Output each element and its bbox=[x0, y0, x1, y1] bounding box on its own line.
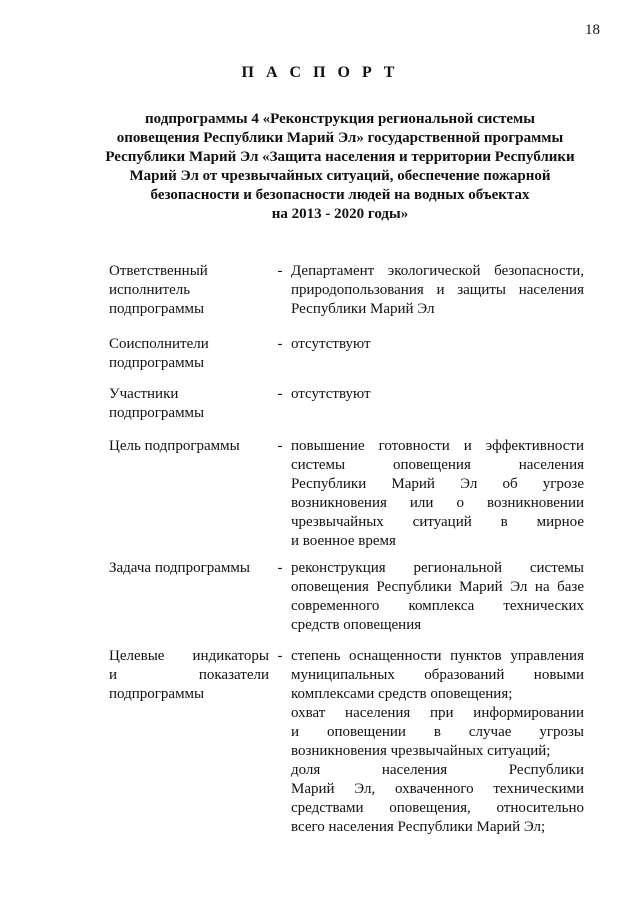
subtitle-line: подпрограммы 4 «Реконструкция региональной системы bbox=[145, 111, 535, 127]
passport-row-indicators bbox=[109, 647, 584, 837]
passport-row-responsible bbox=[109, 262, 584, 335]
value-line: оповещения Республики Марий Эл на базе bbox=[291, 579, 584, 595]
page-number: 18 bbox=[585, 22, 600, 38]
value-line: и оповещении в случае угрозы bbox=[291, 724, 584, 740]
value-line: муниципальных образований новыми bbox=[291, 667, 584, 683]
row-dash: - bbox=[277, 438, 283, 454]
value-line: средствами оповещения, относительно bbox=[291, 800, 584, 816]
value-line: доля населения Республики bbox=[291, 762, 584, 778]
value-line: повышение готовности и эффективности bbox=[291, 438, 584, 454]
label-line: и показатели bbox=[109, 667, 269, 683]
row-value bbox=[291, 559, 584, 647]
row-label bbox=[109, 437, 269, 559]
passport-row-task bbox=[109, 559, 584, 647]
row-value bbox=[291, 437, 584, 559]
value-line: Марий Эл, охваченного техническими bbox=[291, 781, 584, 797]
label-line: Соисполнители bbox=[109, 336, 209, 352]
value-line: системы оповещения населения bbox=[291, 457, 584, 473]
label-line: Цель подпрограммы bbox=[109, 438, 240, 454]
value-line: возникновения или о возникновении bbox=[291, 495, 584, 511]
value-line: комплексами средств оповещения; bbox=[291, 686, 513, 702]
passport-row-goal bbox=[109, 437, 584, 559]
label-line: Задача подпрограммы bbox=[109, 560, 250, 576]
subtitle-line: безопасности и безопасности людей на водных объектах bbox=[150, 187, 530, 203]
row-value bbox=[291, 647, 584, 837]
passport-row-coexecutors bbox=[109, 335, 584, 385]
value-line: Департамент экологической безопасности, bbox=[291, 263, 584, 279]
value-line: природопользования и защиты населения bbox=[291, 282, 584, 298]
row-dash: - bbox=[277, 560, 283, 576]
subtitle-line: Республики Марий Эл «Защита населения и территории Республики bbox=[105, 149, 575, 165]
row-label bbox=[109, 335, 269, 385]
subtitle-line: Марий Эл от чрезвычайных ситуаций, обеспечение пожарной bbox=[129, 168, 551, 184]
row-label bbox=[109, 262, 269, 335]
row-dash: - bbox=[277, 386, 283, 402]
value-line: всего населения Республики Марий Эл; bbox=[291, 819, 546, 835]
value-line: возникновения чрезвычайных ситуаций; bbox=[291, 743, 551, 759]
subtitle-line: на 2013 - 2020 годы» bbox=[271, 206, 409, 222]
document-subtitle bbox=[95, 110, 585, 224]
row-label bbox=[109, 559, 269, 647]
value-line: современного комплекса технических bbox=[291, 598, 584, 614]
label-line: исполнитель bbox=[109, 282, 191, 298]
value-line: охват населения при информировании bbox=[291, 705, 584, 721]
row-label bbox=[109, 385, 269, 437]
label-line: Участники bbox=[109, 386, 179, 402]
subtitle-line: оповещения Республики Марий Эл» государственной программы bbox=[116, 130, 564, 146]
row-dash: - bbox=[277, 336, 283, 352]
passport-table bbox=[109, 262, 584, 837]
label-line: подпрограммы bbox=[109, 686, 205, 702]
row-value bbox=[291, 385, 584, 437]
row-dash: - bbox=[277, 648, 283, 664]
value-line: и военное время bbox=[291, 533, 396, 549]
label-line: подпрограммы bbox=[109, 355, 205, 371]
passport-row-participants bbox=[109, 385, 584, 437]
row-value bbox=[291, 335, 584, 385]
label-line: подпрограммы bbox=[109, 405, 205, 421]
label-line: подпрограммы bbox=[109, 301, 205, 317]
document-title: П А С П О Р Т bbox=[241, 64, 399, 81]
label-line: Ответственный bbox=[109, 263, 208, 279]
row-label bbox=[109, 647, 269, 837]
value-line: средств оповещения bbox=[291, 617, 422, 633]
value-line: реконструкция региональной системы bbox=[291, 560, 584, 576]
value-line: отсутствуют bbox=[291, 386, 371, 402]
value-line: отсутствуют bbox=[291, 336, 371, 352]
value-line: чрезвычайных ситуаций в мирное bbox=[291, 514, 584, 530]
label-line: Целевые индикаторы bbox=[109, 648, 269, 664]
row-dash: - bbox=[277, 263, 283, 279]
value-line: степень оснащенности пунктов управления bbox=[291, 648, 584, 664]
value-line: Республики Марий Эл об угрозе bbox=[291, 476, 584, 492]
value-line: Республики Марий Эл bbox=[291, 301, 435, 317]
row-value bbox=[291, 262, 584, 335]
